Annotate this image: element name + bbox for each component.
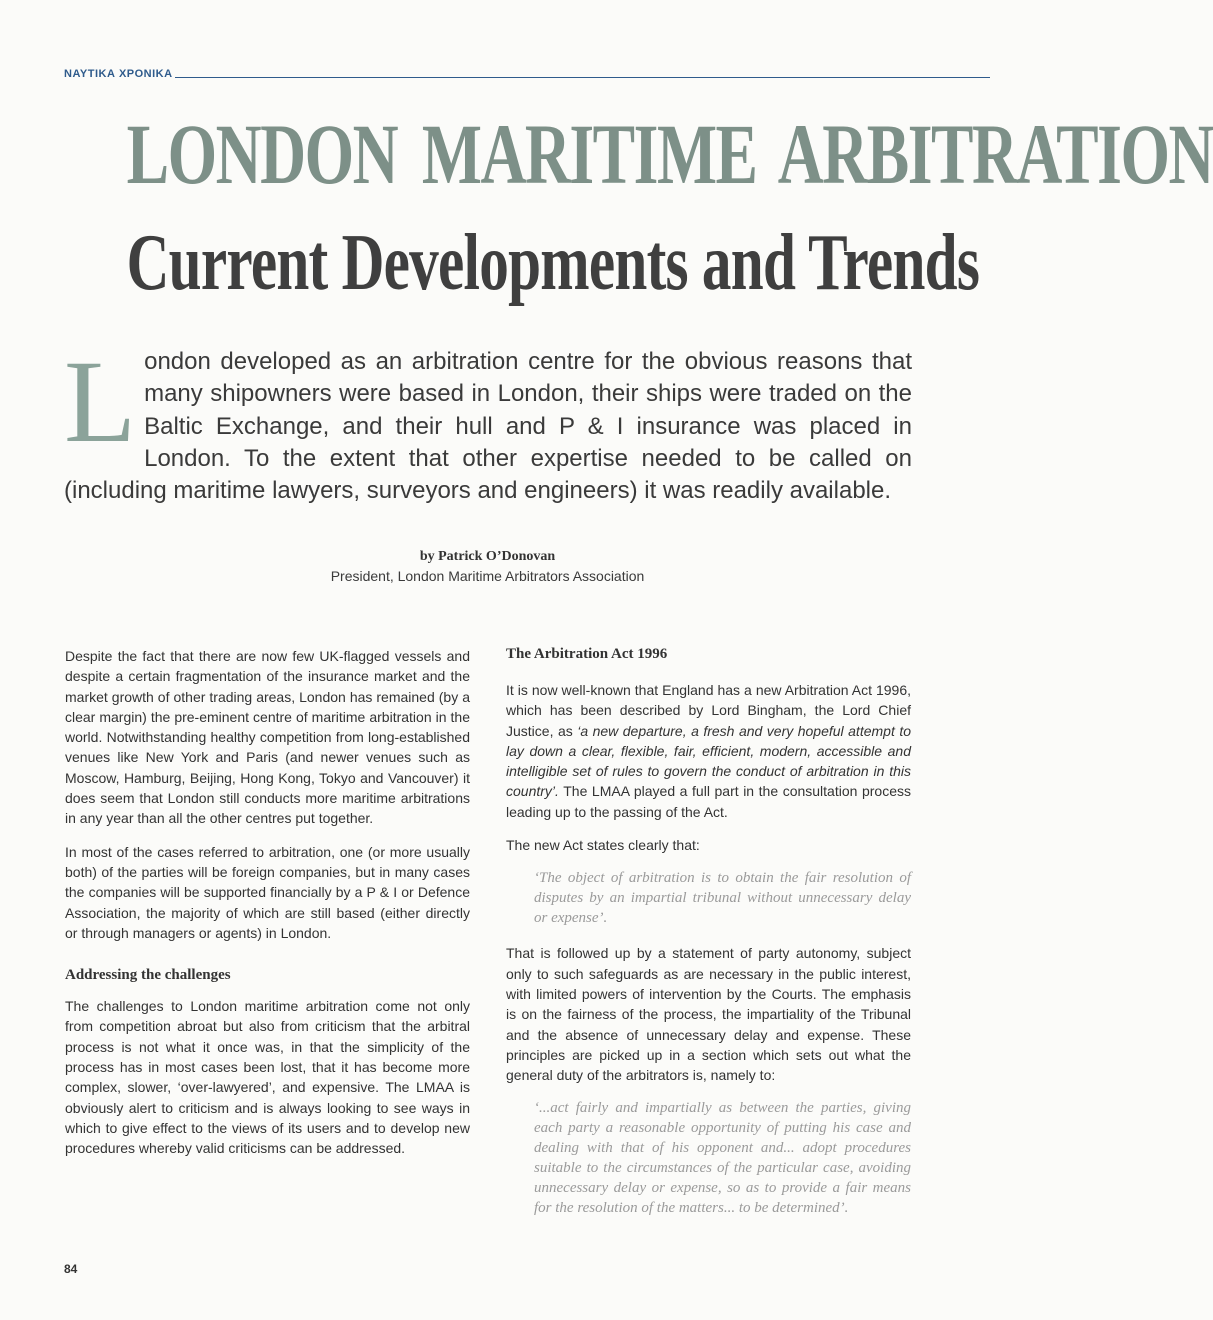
right-paragraph-3: That is followed up by a statement of party autonomy, subject only to such safeguards as are necessary in the public interest, with limited powers of intervention by the Courts. The emphasis is on the fairness of the process, the impartiality of the Tribunal and the absence of unnecessary delay and expense. These principles are picked up in a section which sets out what the general duty of the arbitrators is, namely to:: [506, 945, 911, 1084]
section-label: ΝΑΥΤΙΚΑ ΧΡΟΝΙΚΑ: [64, 68, 173, 80]
right-paragraph-2: The new Act states clearly that:: [506, 837, 700, 854]
byline-author: by Patrick O’Donovan: [419, 549, 556, 564]
left-column: [65, 646, 470, 1172]
right-paragraph-1-end: The LMAA played a full part in the consultation process leading up to the passing of the Act.: [506, 783, 911, 820]
right-column: [506, 644, 911, 1233]
block-quote-duty: ‘...act fairly and impartially as between the parties, giving each party a reasonable opportunity of putting his case and dealing with that of his opponent and... adopt procedures suitable to the circumstances of the particular case, avoiding unnecessary delay or expense, so as to provide a fair means for the resolution of the matters... to be determined’.: [534, 1100, 911, 1217]
left-paragraph-3: The challenges to London maritime arbitration come not only from competition abroat but also from criticism that the arbitral process is not what it once was, in that the simplicity of the process has in most cases been lost, that it has become more complex, slower, ‘over-lawyered’, and expensive. The LMAA is obviously alert to criticism and is always looking to see ways in which to give effect to the views of its users and to develop new procedures whereby valid criticisms can be addressed.: [65, 998, 470, 1157]
block-quote-object: ‘The object of arbitration is to obtain the fair resolution of disputes by an impartial tribunal without unnecessary delay or expense’.: [534, 870, 911, 927]
header-rule: [174, 77, 990, 78]
left-paragraph-2: In most of the cases referred to arbitration, one (or more usually both) of the parties will be foreign companies, but in many cases the companies will be supported financially by a P & I or Defence Association, the majority of which are still based (either directly or through managers or agents) in London.: [65, 843, 470, 941]
right-paragraph-1: [506, 680, 911, 822]
running-header: [64, 68, 990, 88]
byline: [0, 548, 975, 586]
drop-cap: L: [64, 336, 137, 467]
section-heading-challenges: Addressing the challenges: [65, 967, 231, 984]
section-heading-act: The Arbitration Act 1996: [506, 646, 668, 662]
right-paragraph-1-start: It is now well-known that England has a new Arbitration Act 1996, which has been described by Lord Bingham, the Lord Chief Justice, as: [506, 682, 911, 739]
left-paragraph-1: Despite the fact that there are now few UK-flagged vessels and despite a certain fragmentation of the insurance market and the market growth of other trading areas, London has remained (by a clear margin) the pre-eminent centre of maritime arbitration in the world. Notwithstanding healthy competition from long-established venues like New York and Paris (and newer venues such as Moscow, Hamburg, Beijing, Hong Kong, Tokyo and Vancouver) it does seem that London still conducts more maritime arbitrations in any year than all the other centres put together.: [65, 648, 470, 827]
intro-paragraph: [64, 336, 912, 507]
article-subtitle: Current Developments and Trends: [126, 219, 980, 307]
intro-text: ondon developed as an arbitration centre for the obvious reasons that many shipowners were based in London, their ships were traded on the Baltic Exchange, and their hull and P & I insurance was placed in London. To the extent that other expertise needed to be called on (including maritime lawyers, surveyors and engineers) it was readily available.: [64, 348, 912, 505]
byline-role: President, London Maritime Arbitrators Association: [330, 568, 645, 584]
bingham-quote: ‘a new departure, a fresh and very hopeful attempt to lay down a clear, flexible, fair, efficient, modern, accessible and intelligible set of rules to govern the conduct of arbitration in this country’.: [506, 722, 911, 800]
page-number: 84: [64, 1262, 78, 1276]
article-title: LONDON MARITIME ARBITRATION: [126, 106, 1213, 202]
